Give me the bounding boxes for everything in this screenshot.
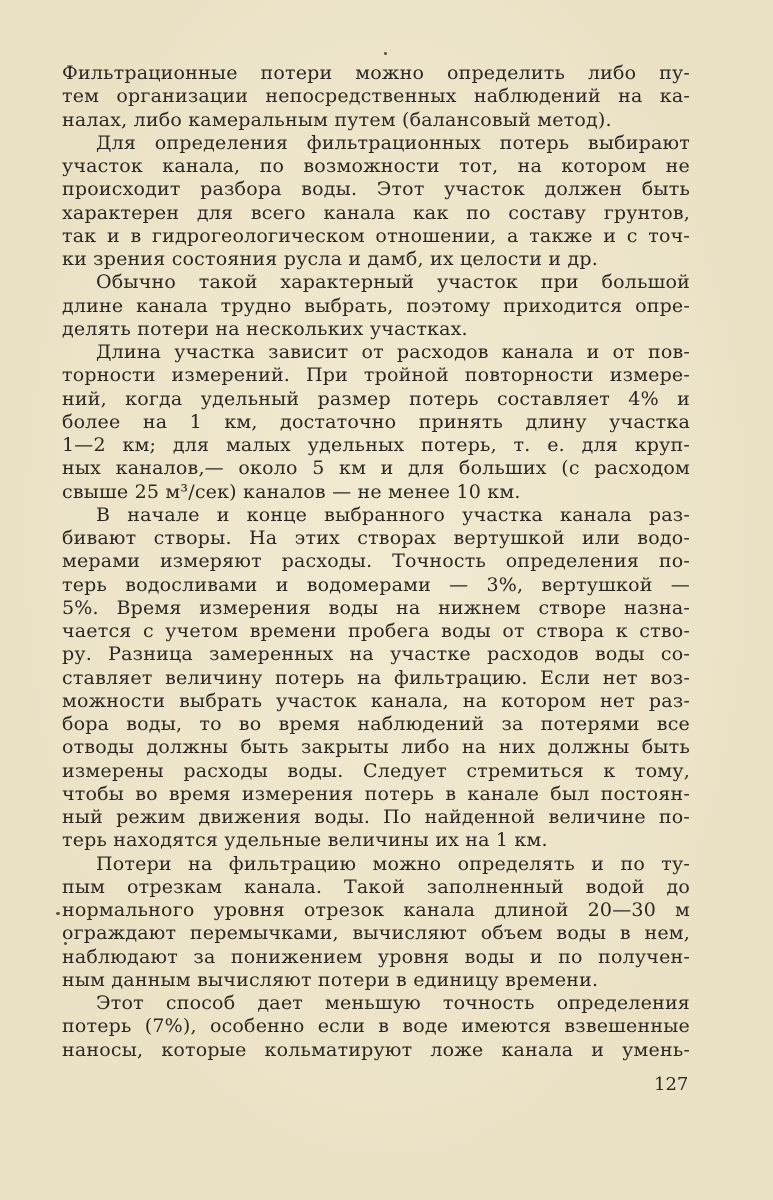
ink-speck [384,52,387,55]
body-text [62,62,690,1062]
text-line: ки зрения состояния русла и дамб, их целости и др. [62,248,599,270]
text-line: отводы должны быть закрыты либо на них должны быть [62,736,690,759]
text-line: характерен для всего канала как по составу грунтов, [62,201,690,224]
text-line: измерены расходы воды. Следует стремиться к тому, [62,759,690,782]
text-line: тем организации непосредственных наблюдений на ка- [62,85,690,108]
text-line: налах, либо камеральным путем (балансовый метод). [62,108,612,131]
text-line: наносы, которые кольматируют ложе канала и умень- [62,1038,690,1061]
text-line: Длина участка зависит от расходов канала и от пов- [96,341,690,363]
text-line: ным данным вычисляют потери в единицу времени. [62,968,599,991]
text-line: нормального уровня отрезок канала длиной 20—30 м [62,899,690,921]
text-line: наблюдают за понижением уровня воды и по получен- [62,945,690,968]
text-line: можности выбрать участок канала, на котором нет раз- [62,689,690,712]
text-line: Для определения фильтрационных потерь выбирают [96,131,690,154]
text-line: ру. Разница замеренных на участке расходов воды со- [62,643,690,666]
text-line: потерь (7%), особенно если в воде имеются взвешенные [62,1015,690,1038]
text-line: Потери на фильтрацию можно определять и по ту- [96,852,690,875]
text-line: чтобы во время измерения потерь в канале был постоян- [62,782,690,805]
text-line: делять потери на нескольких участках. [62,317,468,340]
text-line: В начале и конце выбранного участка канала раз- [96,503,690,526]
text-line: Этот способ дает меньшую точность определения [96,992,690,1014]
text-line: Фильтрационные потери можно определить либо пу- [62,62,690,84]
text-line: 1—2 км; для малых удельных потерь, т. е. для круп- [62,434,690,456]
page-number: 127 [654,1074,689,1095]
text-line: 5%. Время измерения воды на нижнем створе назна- [62,596,690,619]
text-line: ограждают перемычками, вычисляют объем воды в нем, [62,922,690,945]
text-line: терь находятся удельные величины их на 1 км. [62,829,548,852]
text-line: участок канала, по возможности тот, на котором не [62,155,690,177]
text-line: пым отрезкам канала. Такой заполненный водой до [62,875,690,898]
text-line: торности измерений. При тройной повторности измере- [62,364,690,387]
text-line: так и в гидрогеологическом отношении, а также и с точ- [62,224,690,247]
text-line: ный режим движения воды. По найденной величине по- [62,806,690,828]
text-line: более на 1 км, достаточно принять длину участка [62,410,690,433]
text-line: мерами измеряют расходы. Точность определения по- [62,550,690,573]
text-line: бора воды, то во время наблюдений за потерями все [62,713,690,735]
ink-speck [56,912,60,915]
text-line: длине канала трудно выбрать, поэтому приходится опре- [62,294,690,317]
text-line: ний, когда удельный размер потерь составляет 4% и [62,387,690,410]
text-line: происходит разбора воды. Этот участок должен быть [62,178,690,201]
text-line: свыше 25 м³/сек) каналов — не менее 10 км. [62,480,521,503]
text-line: Обычно такой характерный участок при большой [96,271,690,294]
text-line: чается с учетом времени пробега воды от створа к ство- [62,620,690,642]
text-line: ных каналов,— около 5 км и для больших (с расходом [62,457,690,480]
text-line: бивают створы. На этих створах вертушкой или водо- [62,527,690,549]
text-line: терь водосливами и водомерами — 3%, вертушкой — [62,573,690,596]
text-line: ставляет величину потерь на фильтрацию. Если нет воз- [62,666,690,689]
